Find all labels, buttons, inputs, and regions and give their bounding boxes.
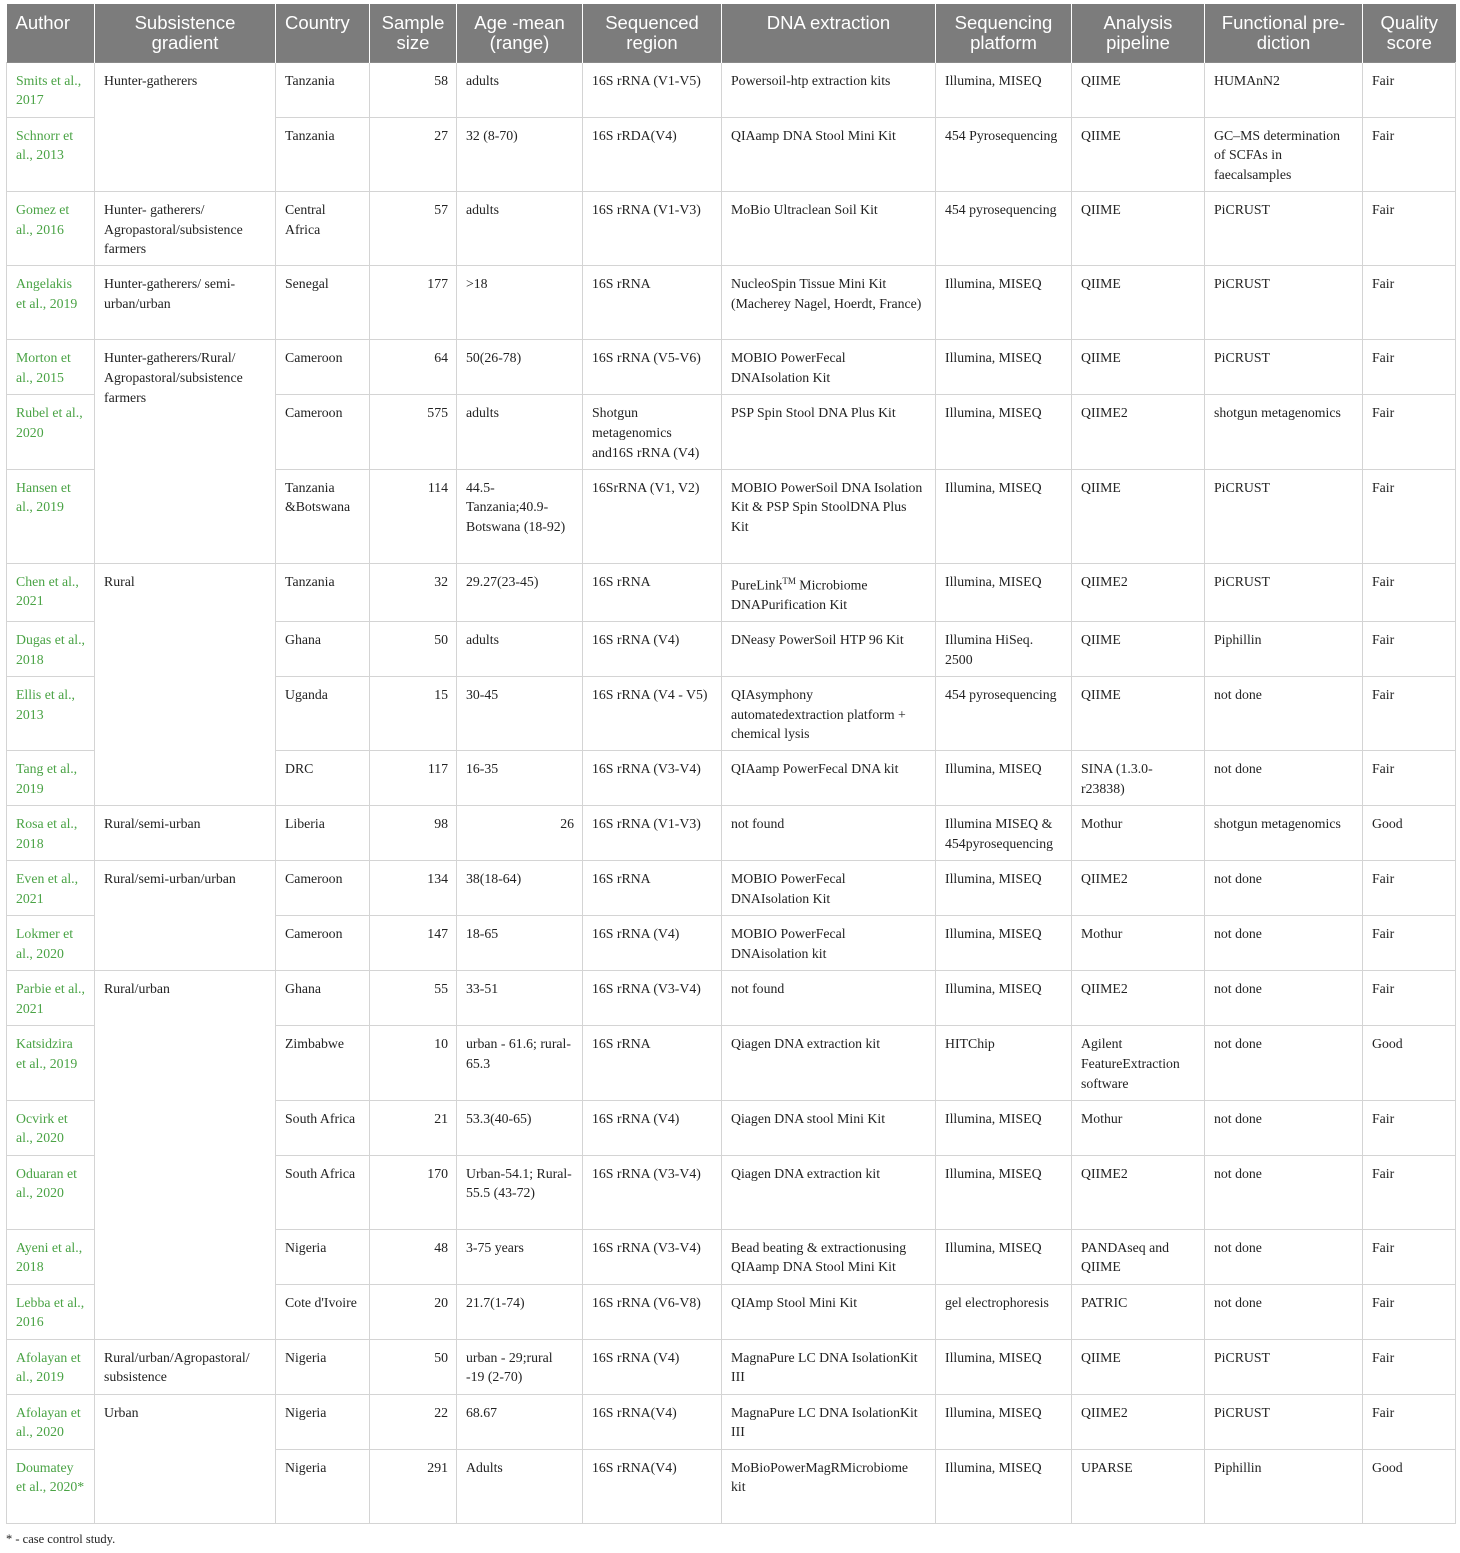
- sample-cell: 170: [370, 1155, 457, 1229]
- sample-cell: 134: [370, 861, 457, 916]
- sample-cell: 50: [370, 621, 457, 676]
- platform-cell: HITChip: [936, 1026, 1072, 1100]
- age-cell: 68.67: [457, 1394, 583, 1449]
- platform-cell: Illumina, MISEQ: [936, 1100, 1072, 1155]
- pipeline-cell: QIIME: [1072, 1339, 1205, 1394]
- dna-cell: Qiagen DNA extraction kit: [722, 1155, 936, 1229]
- platform-cell: Illumina, MISEQ: [936, 1449, 1072, 1523]
- author-cell[interactable]: Ellis et al., 2013: [7, 676, 95, 750]
- table-row: [7, 62, 1456, 117]
- dna-cell: MOBIO PowerSoil DNA Isolation Kit & PSP Spin StoolDNA Plus Kit: [722, 469, 936, 563]
- sample-cell: 114: [370, 469, 457, 563]
- functional-cell: not done: [1205, 916, 1363, 971]
- sample-cell: 50: [370, 1339, 457, 1394]
- functional-cell: not done: [1205, 1100, 1363, 1155]
- functional-cell: PiCRUST: [1205, 1394, 1363, 1449]
- region-cell: 16S rRNA (V1-V3): [583, 191, 722, 265]
- country-cell: Cameroon: [276, 861, 370, 916]
- table-row: [7, 971, 1456, 1026]
- study-table-container: [6, 4, 1455, 1524]
- quality-cell: Fair: [1363, 1339, 1456, 1394]
- author-cell[interactable]: Schnorr et al., 2013: [7, 117, 95, 191]
- dna-cell: MOBIO PowerFecal DNAIsolation Kit: [722, 340, 936, 395]
- platform-cell: Illumina, MISEQ: [936, 1229, 1072, 1284]
- pipeline-cell: QIIME: [1072, 340, 1205, 395]
- age-cell: >18: [457, 266, 583, 340]
- quality-cell: Fair: [1363, 1100, 1456, 1155]
- age-cell: 44.5-Tanzania;40.9-Botswana (18-92): [457, 469, 583, 563]
- platform-cell: Illumina, MISEQ: [936, 916, 1072, 971]
- pipeline-cell: UPARSE: [1072, 1449, 1205, 1523]
- author-cell[interactable]: Rubel et al., 2020: [7, 395, 95, 469]
- table-row: [7, 1394, 1456, 1449]
- country-cell: Nigeria: [276, 1339, 370, 1394]
- quality-cell: Fair: [1363, 117, 1456, 191]
- region-cell: 16S rRNA (V3-V4): [583, 1155, 722, 1229]
- platform-cell: Illumina, MISEQ: [936, 1339, 1072, 1394]
- pipeline-cell: QIIME: [1072, 469, 1205, 563]
- age-cell: 38(18-64): [457, 861, 583, 916]
- functional-cell: GC–MS determination of SCFAs in faecalsamples: [1205, 117, 1363, 191]
- platform-cell: Illumina, MISEQ: [936, 62, 1072, 117]
- quality-cell: Fair: [1363, 469, 1456, 563]
- dna-cell: PSP Spin Stool DNA Plus Kit: [722, 395, 936, 469]
- study-table: [6, 4, 1456, 1524]
- gradient-cell: Hunter-gatherers/ semi-urban/urban: [95, 266, 276, 340]
- dna-text: Microbiome DNAPurification Kit: [731, 577, 868, 613]
- sample-cell: 32: [370, 563, 457, 621]
- functional-cell: PiCRUST: [1205, 469, 1363, 563]
- quality-cell: Fair: [1363, 1394, 1456, 1449]
- pipeline-cell: QIIME2: [1072, 861, 1205, 916]
- age-cell: 32 (8-70): [457, 117, 583, 191]
- platform-cell: Illumina, MISEQ: [936, 395, 1072, 469]
- sample-cell: 575: [370, 395, 457, 469]
- quality-cell: Fair: [1363, 916, 1456, 971]
- region-cell: 16S rRNA (V3-V4): [583, 751, 722, 806]
- country-cell: Tanzania &Botswana: [276, 469, 370, 563]
- functional-cell: shotgun metagenomics: [1205, 395, 1363, 469]
- country-cell: Uganda: [276, 676, 370, 750]
- country-cell: Ghana: [276, 971, 370, 1026]
- functional-cell: not done: [1205, 971, 1363, 1026]
- platform-cell: Illumina, MISEQ: [936, 751, 1072, 806]
- pipeline-cell: PATRIC: [1072, 1284, 1205, 1339]
- gradient-cell: Hunter-gatherers: [95, 62, 276, 191]
- author-cell[interactable]: Lokmer et al., 2020: [7, 916, 95, 971]
- country-cell: Cameroon: [276, 916, 370, 971]
- gradient-cell: Rural/urban/Agropastoral/ subsistence: [95, 1339, 276, 1394]
- country-cell: Nigeria: [276, 1229, 370, 1284]
- region-cell: 16S rRNA(V4): [583, 1449, 722, 1523]
- header-dna: DNA extraction: [722, 4, 936, 62]
- quality-cell: Fair: [1363, 971, 1456, 1026]
- sample-cell: 58: [370, 62, 457, 117]
- dna-cell: MOBIO PowerFecal DNAisolation kit: [722, 916, 936, 971]
- dna-cell: Bead beating & extractionusing QIAamp DNA Stool Mini Kit: [722, 1229, 936, 1284]
- country-cell: Tanzania: [276, 62, 370, 117]
- author-cell[interactable]: Ayeni et al., 2018: [7, 1229, 95, 1284]
- country-cell: South Africa: [276, 1100, 370, 1155]
- country-cell: Central Africa: [276, 191, 370, 265]
- region-cell: 16S rRNA (V4): [583, 621, 722, 676]
- sample-cell: 98: [370, 806, 457, 861]
- author-cell[interactable]: Dugas et al., 2018: [7, 621, 95, 676]
- pipeline-cell: QIIME2: [1072, 1394, 1205, 1449]
- header-quality: Quality score: [1363, 4, 1456, 62]
- pipeline-cell: QIIME2: [1072, 563, 1205, 621]
- dna-cell: not found: [722, 806, 936, 861]
- country-cell: Nigeria: [276, 1394, 370, 1449]
- pipeline-cell: QIIME: [1072, 621, 1205, 676]
- platform-cell: 454 Pyrosequencing: [936, 117, 1072, 191]
- platform-cell: Illumina, MISEQ: [936, 861, 1072, 916]
- quality-cell: Fair: [1363, 1155, 1456, 1229]
- region-cell: 16S rRDA(V4): [583, 117, 722, 191]
- age-cell: urban - 29;rural -19 (2-70): [457, 1339, 583, 1394]
- functional-cell: PiCRUST: [1205, 563, 1363, 621]
- country-cell: DRC: [276, 751, 370, 806]
- functional-cell: Piphillin: [1205, 1449, 1363, 1523]
- functional-cell: not done: [1205, 751, 1363, 806]
- pipeline-cell: Mothur: [1072, 916, 1205, 971]
- header-country: Country: [276, 4, 370, 62]
- quality-cell: Fair: [1363, 266, 1456, 340]
- country-cell: Ghana: [276, 621, 370, 676]
- functional-cell: PiCRUST: [1205, 1339, 1363, 1394]
- region-cell: 16S rRNA (V4): [583, 916, 722, 971]
- age-cell: 29.27(23-45): [457, 563, 583, 621]
- dna-cell: MagnaPure LC DNA IsolationKit III: [722, 1339, 936, 1394]
- sample-cell: 10: [370, 1026, 457, 1100]
- region-cell: 16S rRNA (V1-V5): [583, 62, 722, 117]
- author-cell[interactable]: Morton et al., 2015: [7, 340, 95, 395]
- region-cell: 16S rRNA (V5-V6): [583, 340, 722, 395]
- country-cell: Nigeria: [276, 1449, 370, 1523]
- table-row: [7, 340, 1456, 395]
- footnote: * - case control study.: [6, 1532, 116, 1546]
- author-cell[interactable]: Doumatey et al., 2020*: [7, 1449, 95, 1523]
- sample-cell: 22: [370, 1394, 457, 1449]
- author-cell[interactable]: Parbie et al., 2021: [7, 971, 95, 1026]
- pipeline-cell: PANDAseq and QIIME: [1072, 1229, 1205, 1284]
- platform-cell: Illumina, MISEQ: [936, 469, 1072, 563]
- country-cell: Tanzania: [276, 117, 370, 191]
- age-cell: adults: [457, 191, 583, 265]
- dna-cell: QIAsymphony automatedextraction platform + chemical lysis: [722, 676, 936, 750]
- dna-cell: MagnaPure LC DNA IsolationKit III: [722, 1394, 936, 1449]
- header-author: Author: [7, 4, 95, 62]
- pipeline-cell: QIIME2: [1072, 1155, 1205, 1229]
- pipeline-cell: QIIME2: [1072, 395, 1205, 469]
- platform-cell: Illumina, MISEQ: [936, 1394, 1072, 1449]
- age-cell: 21.7(1-74): [457, 1284, 583, 1339]
- region-cell: 16S rRNA (V4): [583, 1339, 722, 1394]
- region-cell: 16S rRNA: [583, 861, 722, 916]
- functional-cell: shotgun metagenomics: [1205, 806, 1363, 861]
- header-pipeline: Analysis pipeline: [1072, 4, 1205, 62]
- region-cell: 16S rRNA: [583, 1026, 722, 1100]
- age-cell: 53.3(40-65): [457, 1100, 583, 1155]
- country-cell: Tanzania: [276, 563, 370, 621]
- quality-cell: Fair: [1363, 1229, 1456, 1284]
- platform-cell: Illumina, MISEQ: [936, 563, 1072, 621]
- author-cell[interactable]: Gomez et al., 2016: [7, 191, 95, 265]
- gradient-cell: Hunter- gatherers/ Agropastoral/subsistence farmers: [95, 191, 276, 265]
- sample-cell: 291: [370, 1449, 457, 1523]
- age-cell: adults: [457, 62, 583, 117]
- quality-cell: Good: [1363, 806, 1456, 861]
- platform-cell: Illumina, MISEQ: [936, 340, 1072, 395]
- sample-cell: 20: [370, 1284, 457, 1339]
- country-cell: Senegal: [276, 266, 370, 340]
- quality-cell: Fair: [1363, 62, 1456, 117]
- sample-cell: 15: [370, 676, 457, 750]
- functional-cell: not done: [1205, 1229, 1363, 1284]
- author-cell[interactable]: Katsidzira et al., 2019: [7, 1026, 95, 1100]
- functional-cell: not done: [1205, 676, 1363, 750]
- age-cell: 18-65: [457, 916, 583, 971]
- pipeline-cell: Mothur: [1072, 806, 1205, 861]
- platform-cell: Illumina, MISEQ: [936, 266, 1072, 340]
- dna-cell: QIAamp DNA Stool Mini Kit: [722, 117, 936, 191]
- sample-cell: 177: [370, 266, 457, 340]
- region-cell: 16S rRNA: [583, 266, 722, 340]
- region-cell: 16S rRNA (V3-V4): [583, 971, 722, 1026]
- quality-cell: Fair: [1363, 751, 1456, 806]
- author-cell[interactable]: Tang et al., 2019: [7, 751, 95, 806]
- age-cell: Adults: [457, 1449, 583, 1523]
- pipeline-cell: QIIME: [1072, 191, 1205, 265]
- country-cell: Cameroon: [276, 340, 370, 395]
- age-cell: adults: [457, 395, 583, 469]
- region-cell: 16S rRNA (V4): [583, 1100, 722, 1155]
- age-cell: Urban-54.1; Rural-55.5 (43-72): [457, 1155, 583, 1229]
- table-row: [7, 1339, 1456, 1394]
- pipeline-cell: Agilent FeatureExtraction software: [1072, 1026, 1205, 1100]
- region-cell: 16S rRNA (V6-V8): [583, 1284, 722, 1339]
- functional-cell: PiCRUST: [1205, 191, 1363, 265]
- country-cell: Liberia: [276, 806, 370, 861]
- platform-cell: 454 pyrosequencing: [936, 676, 1072, 750]
- region-cell: 16S rRNA(V4): [583, 1394, 722, 1449]
- age-cell: urban - 61.6; rural-65.3: [457, 1026, 583, 1100]
- functional-cell: Piphillin: [1205, 621, 1363, 676]
- author-cell[interactable]: Angelakis et al., 2019: [7, 266, 95, 340]
- pipeline-cell: Mothur: [1072, 1100, 1205, 1155]
- pipeline-cell: QIIME: [1072, 676, 1205, 750]
- header-gradient: Subsistence gradient: [95, 4, 276, 62]
- sample-cell: 117: [370, 751, 457, 806]
- header-functional: Functional pre-diction: [1205, 4, 1363, 62]
- functional-cell: PiCRUST: [1205, 340, 1363, 395]
- dna-cell: not found: [722, 971, 936, 1026]
- platform-cell: Illumina HiSeq. 2500: [936, 621, 1072, 676]
- pipeline-cell: QIIME: [1072, 62, 1205, 117]
- gradient-cell: Urban: [95, 1394, 276, 1523]
- pipeline-cell: SINA (1.3.0-r23838): [1072, 751, 1205, 806]
- dna-cell: MOBIO PowerFecal DNAIsolation Kit: [722, 861, 936, 916]
- age-cell: 26: [457, 806, 583, 861]
- functional-cell: not done: [1205, 1155, 1363, 1229]
- author-cell[interactable]: Chen et al., 2021: [7, 563, 95, 621]
- author-cell[interactable]: Lebba et al., 2016: [7, 1284, 95, 1339]
- table-row: [7, 861, 1456, 916]
- gradient-cell: Rural: [95, 563, 276, 806]
- platform-cell: Illumina, MISEQ: [936, 1155, 1072, 1229]
- header-sample: Sample size: [370, 4, 457, 62]
- author-cell[interactable]: Hansen et al., 2019: [7, 469, 95, 563]
- quality-cell: Fair: [1363, 191, 1456, 265]
- dna-cell: QIAmp Stool Mini Kit: [722, 1284, 936, 1339]
- quality-cell: Fair: [1363, 563, 1456, 621]
- sample-cell: 55: [370, 971, 457, 1026]
- age-cell: 33-51: [457, 971, 583, 1026]
- author-cell[interactable]: Afolayan et al., 2019: [7, 1339, 95, 1394]
- table-row: [7, 266, 1456, 340]
- header-platform: Sequencing platform: [936, 4, 1072, 62]
- sample-cell: 21: [370, 1100, 457, 1155]
- functional-cell: not done: [1205, 1026, 1363, 1100]
- functional-cell: PiCRUST: [1205, 266, 1363, 340]
- age-cell: 30-45: [457, 676, 583, 750]
- region-cell: 16S rRNA: [583, 563, 722, 621]
- age-cell: 3-75 years: [457, 1229, 583, 1284]
- author-cell[interactable]: Rosa et al., 2018: [7, 806, 95, 861]
- country-cell: South Africa: [276, 1155, 370, 1229]
- gradient-cell: Rural/semi-urban: [95, 806, 276, 861]
- quality-cell: Fair: [1363, 340, 1456, 395]
- platform-cell: gel electrophoresis: [936, 1284, 1072, 1339]
- platform-cell: 454 pyrosequencing: [936, 191, 1072, 265]
- table-row: [7, 806, 1456, 861]
- functional-cell: not done: [1205, 861, 1363, 916]
- pipeline-cell: QIIME2: [1072, 971, 1205, 1026]
- quality-cell: Fair: [1363, 395, 1456, 469]
- quality-cell: Good: [1363, 1449, 1456, 1523]
- dna-cell: [722, 563, 936, 621]
- quality-cell: Fair: [1363, 676, 1456, 750]
- dna-text: PureLink: [731, 577, 783, 593]
- sample-cell: 48: [370, 1229, 457, 1284]
- region-cell: 16S rRNA (V4 - V5): [583, 676, 722, 750]
- table-row: [7, 191, 1456, 265]
- quality-cell: Fair: [1363, 861, 1456, 916]
- pipeline-cell: QIIME: [1072, 266, 1205, 340]
- age-cell: adults: [457, 621, 583, 676]
- sample-cell: 57: [370, 191, 457, 265]
- author-cell[interactable]: Oduaran et al., 2020: [7, 1155, 95, 1229]
- gradient-cell: Rural/urban: [95, 971, 276, 1339]
- gradient-cell: Rural/semi-urban/urban: [95, 861, 276, 971]
- gradient-cell: Hunter-gatherers/Rural/ Agropastoral/subsistence farmers: [95, 340, 276, 563]
- header-region: Sequenced region: [583, 4, 722, 62]
- region-cell: 16S rRNA (V3-V4): [583, 1229, 722, 1284]
- author-cell[interactable]: Smits et al., 2017: [7, 62, 95, 117]
- quality-cell: Fair: [1363, 1284, 1456, 1339]
- country-cell: Zimbabwe: [276, 1026, 370, 1100]
- sample-cell: 147: [370, 916, 457, 971]
- dna-cell: MoBio Ultraclean Soil Kit: [722, 191, 936, 265]
- author-cell[interactable]: Afolayan et al., 2020: [7, 1394, 95, 1449]
- dna-cell: DNeasy PowerSoil HTP 96 Kit: [722, 621, 936, 676]
- header-age: Age -mean (range): [457, 4, 583, 62]
- quality-cell: Good: [1363, 1026, 1456, 1100]
- trademark-sup: TM: [782, 575, 796, 586]
- table-row: [7, 563, 1456, 621]
- dna-cell: NucleoSpin Tissue Mini Kit (Macherey Nagel, Hoerdt, France): [722, 266, 936, 340]
- header-row: [7, 4, 1456, 62]
- platform-cell: Illumina, MISEQ: [936, 971, 1072, 1026]
- dna-cell: Powersoil-htp extraction kits: [722, 62, 936, 117]
- functional-cell: HUMAnN2: [1205, 62, 1363, 117]
- region-cell: 16SrRNA (V1, V2): [583, 469, 722, 563]
- age-cell: 50(26-78): [457, 340, 583, 395]
- region-cell: Shotgun metagenomics and16S rRNA (V4): [583, 395, 722, 469]
- dna-cell: QIAamp PowerFecal DNA kit: [722, 751, 936, 806]
- platform-cell: Illumina MISEQ & 454pyrosequencing: [936, 806, 1072, 861]
- quality-cell: Fair: [1363, 621, 1456, 676]
- sample-cell: 27: [370, 117, 457, 191]
- functional-cell: not done: [1205, 1284, 1363, 1339]
- sample-cell: 64: [370, 340, 457, 395]
- country-cell: Cote d'Ivoire: [276, 1284, 370, 1339]
- country-cell: Cameroon: [276, 395, 370, 469]
- age-cell: 16-35: [457, 751, 583, 806]
- region-cell: 16S rRNA (V1-V3): [583, 806, 722, 861]
- author-cell[interactable]: Ocvirk et al., 2020: [7, 1100, 95, 1155]
- author-cell[interactable]: Even et al., 2021: [7, 861, 95, 916]
- dna-cell: Qiagen DNA stool Mini Kit: [722, 1100, 936, 1155]
- dna-cell: Qiagen DNA extraction kit: [722, 1026, 936, 1100]
- dna-cell: MoBioPowerMagRMicrobiome kit: [722, 1449, 936, 1523]
- pipeline-cell: QIIME: [1072, 117, 1205, 191]
